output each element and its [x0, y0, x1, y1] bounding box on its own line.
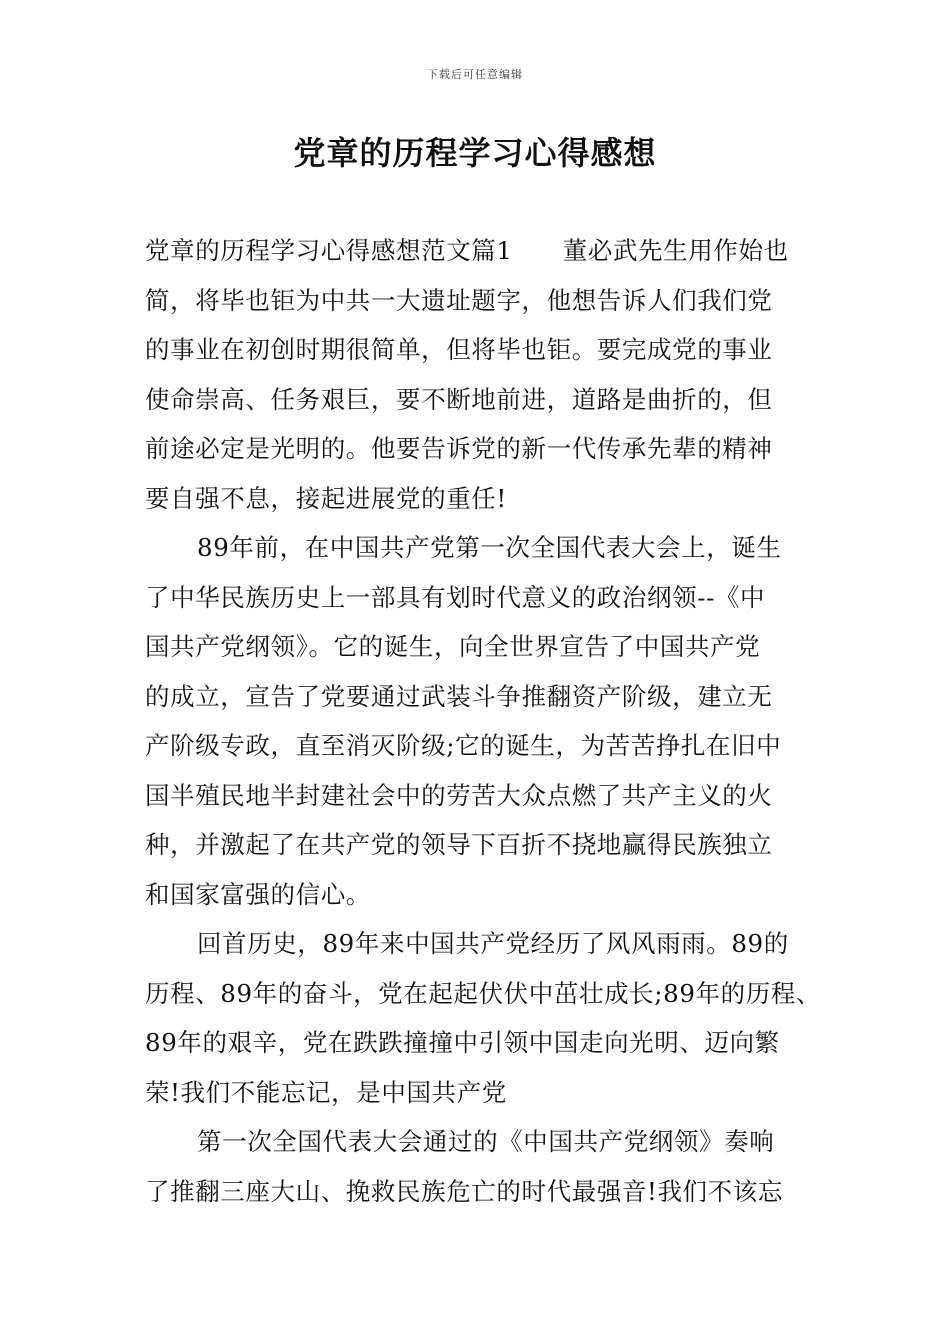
text-line: 产阶级专政，直至消灭阶级;它的诞生，为苦苦挣扎在旧中 — [145, 731, 782, 760]
text-line: 国半殖民地半封建社会中的劳苦大众点燃了共产主义的火 — [145, 780, 773, 810]
text-line: 了中华民族历史上一部具有划时代意义的政治纲领--《中 — [145, 582, 766, 612]
text-line: 党章的历程学习心得感想范文篇1 董必武先生用作始也 — [145, 236, 789, 265]
text-line: 的事业在初创时期很简单，但将毕也钜。要完成党的事业 — [145, 335, 773, 364]
body-text — [145, 226, 822, 1216]
header-note: 下载后可任意编辑 — [427, 68, 523, 81]
text-line: 前途必定是光明的。他要告诉党的新一代传承先辈的精神 — [145, 434, 773, 463]
document-title: 党章的历程学习心得感想 — [293, 134, 657, 172]
text-line: 了推翻三座大山、挽救民族危亡的时代最强音!我们不该忘 — [145, 1176, 783, 1206]
text-line: 第一次全国代表大会通过的《中国共产党纲领》奏响 — [197, 1127, 775, 1156]
text-line: 种，并激起了在共产党的领导下百折不挠地赢得民族独立 — [145, 830, 773, 859]
text-line: 荣!我们不能忘记，是中国共产党 — [145, 1077, 507, 1107]
text-line: 89年前，在中国共产党第一次全国代表大会上，诞生 — [197, 533, 782, 562]
text-line: 89年的艰辛，党在跌跌撞撞中引领中国走向光明、迈向繁 — [145, 1028, 780, 1057]
text-line: 要自强不息，接起进展党的重任! — [145, 483, 507, 513]
text-line: 的成立，宣告了党要通过武装斗争推翻资产阶级，建立无 — [145, 681, 773, 711]
text-line: 和国家富强的信心。 — [145, 879, 371, 909]
text-line: 历程、89年的奋斗，党在起起伏伏中茁壮成长;89年的历程、 — [145, 978, 822, 1008]
text-line: 简，将毕也钜为中共一大遗址题字，他想告诉人们我们党 — [145, 285, 773, 315]
text-line: 国共产党纲领》。它的诞生，向全世界宣告了中国共产党 — [145, 632, 761, 661]
text-line: 回首历史，89年来中国共产党经历了风风雨雨。89的 — [197, 929, 789, 958]
text-line: 使命崇高、任务艰巨，要不断地前进，道路是曲折的，但 — [145, 384, 773, 414]
